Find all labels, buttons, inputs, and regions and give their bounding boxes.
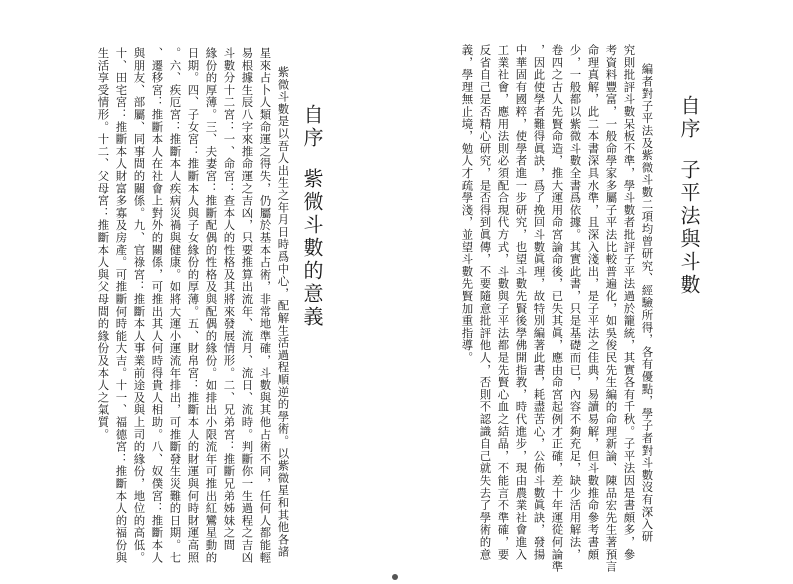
left-line-10: 十、田宅宮：推斷本人財富多寡及房產。可推斷何時能大吉。十一、福德宮：推斷本人的福份與 (114, 47, 129, 564)
left-line-5: 緣份的厚薄。三、夫妻宮：推斷配偶的性格及與配偶的緣份。如排出小限流年可推出紅鸞星動的 (204, 47, 219, 564)
page-footer-mark (392, 574, 398, 580)
right-line-3: 考資料豐富，一般命學家多屬子平法比較普遍化，如吳俊民先生編的命理新論、陳品宏先生著預言 (604, 44, 619, 573)
right-line-4: 命理真解，此二本書深具水準，且深入淺出，是子平法之佳典，易讀易解，但斗數推命參考書頗 (586, 44, 601, 561)
left-title-preface: 自序 (300, 104, 324, 150)
right-line-2: 究則批評斗數呆板不準，學斗數者批評子平法過於籠統，其實各有千秋。子平法因是書頗多，參 (622, 44, 637, 561)
right-line-11: 義，學理無止境，勉人才疏學淺，並望斗數先賢加重指導。 (460, 44, 475, 364)
left-line-3: 易根據生辰八字來推命運之吉凶，只要推算出流年、流月、流日、流時。判斷你一生過程之吉凶 (240, 47, 255, 564)
right-page-title (679, 95, 699, 297)
left-line-4: 斗數分十二宮：一、命宮：查本人的性格及其將來發展情形。二、兄弟宮：推斷兄弟姊妹之間 (222, 47, 237, 552)
left-line-11: 生活享受情形。十二、父母宮：推斷本人與父母間的緣份及本人之氣質。 (96, 47, 111, 441)
right-line-1: 編者對子平法及紫微斗數二項均曾研究、經驗所得，各有優點，學子者對斗數沒有深入研 (640, 63, 655, 543)
right-title-preface: 自序 (677, 95, 701, 141)
left-line-7: 。六、疾厄宮：推斷本人疾病災禍與健康。如將大運小運流年排出，可推斷發生災難的日期。七 (168, 47, 183, 564)
right-line-10: 反省自己是否精心研究，是否得到眞傳，不要隨意批評他人，否則不認識自己就失去了學術的意 (478, 44, 493, 561)
right-line-9: 工業社會，應用法則必須配合現代方式，斗數與子平法都是先賢心血之結晶，不能言不準確，要 (496, 44, 511, 561)
right-line-5: 少，一般都以紫微斗數全書爲依據。其實此書，只是基礎而已，內容不夠充足，缺少活用解法， (568, 44, 583, 561)
left-line-6: 日期。四、子女宮：推斷本人與子女緣份的厚薄。五、財帛宮：推斷本人的財運與何時財運高照 (186, 47, 201, 564)
right-line-6: 卷四之古人先賢命造，推大運用命宮論命後，已失其眞，應由命宮起例才正確，差十年運從何論準 (550, 44, 565, 573)
left-line-1: 紫微斗數是以吾人出生之年月日時爲中心，配解生活過程順逆的學術。以紫微星和其他各諸 (276, 66, 291, 558)
left-line-2: 星來占卜人類命運之得失，仍屬於基本占術，非常地準確，斗數與其他占術不同，任何人都能輕 (258, 47, 273, 564)
right-line-8: 中華固有國粹，使學者進一步研究，也望斗數先賢後學佛開指教，時代進步，現由農業社會進入 (514, 44, 529, 561)
left-line-9: 與朋友、部屬、同事間的關係。九、官祿宮：推斷本人事業前途及與上司的緣份，地位的高低。 (132, 47, 147, 564)
right-line-7: ，因此使學者難得眞訣，爲了挽回斗數眞理，故特別編著此書，耗盡苦心，公佈斗數眞訣，發揚 (532, 44, 547, 561)
left-page-title (302, 104, 322, 329)
left-line-8: 、遷移宮：推斷本人在社會上對外的關係，可推出其人何時得貴人相助。八、奴僕宮：推斷本人 (150, 47, 165, 564)
left-title-main: 紫微斗數的意義 (300, 168, 324, 329)
right-title-main: 子平法與斗數 (677, 159, 701, 297)
